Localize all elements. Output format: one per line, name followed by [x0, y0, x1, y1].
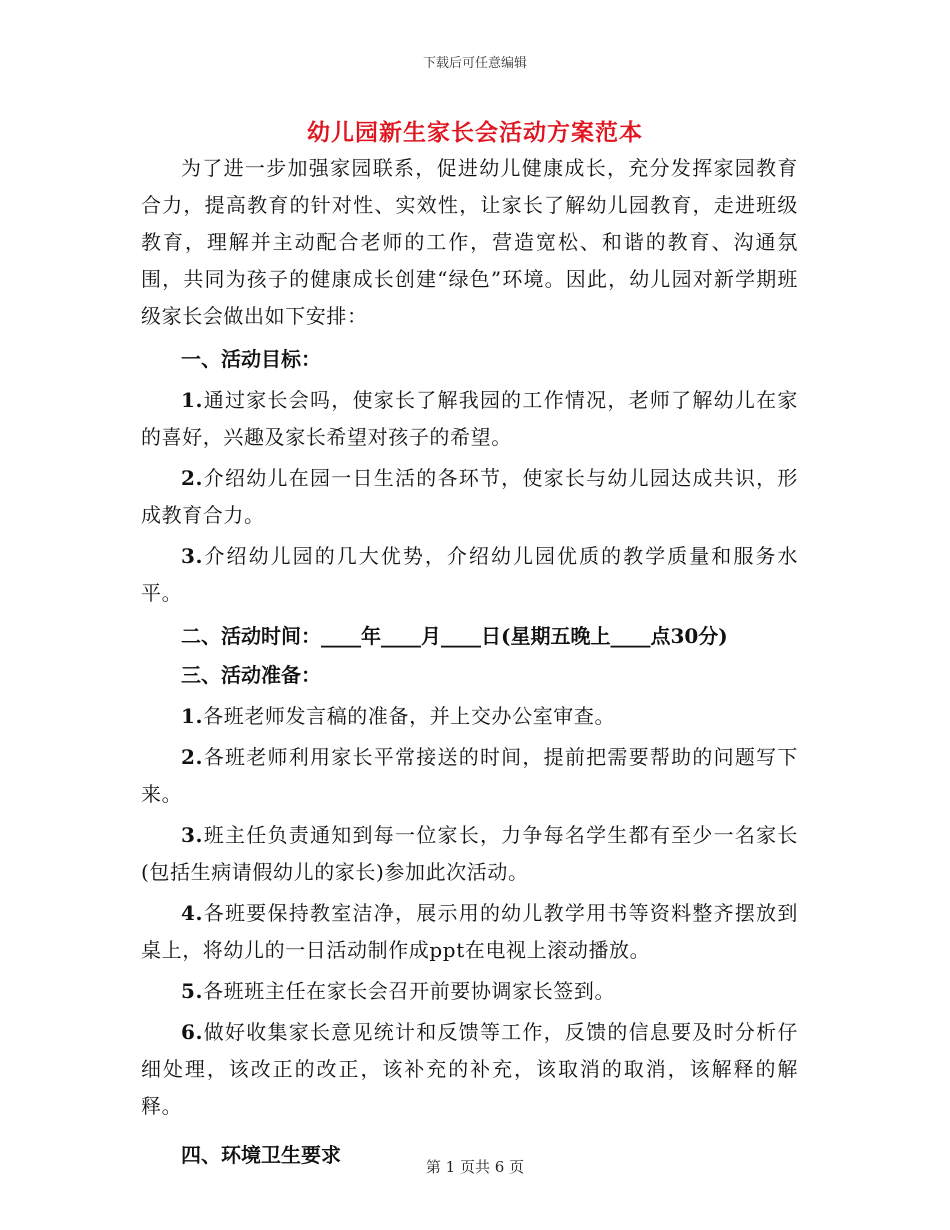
item-number: 2.	[181, 466, 204, 490]
section-heading-time: 二、活动时间：____年____月____日(星期五晚上____点30分)	[181, 624, 728, 648]
item-text: 通过家长会吗，使家长了解我园的工作情况，老师了解幼儿在家的喜好，兴趣及家长希望对孩子的希望。	[141, 388, 798, 449]
item-number: 5.	[181, 979, 204, 1003]
list-item	[141, 456, 798, 534]
document-body	[141, 150, 798, 1174]
section-heading-prep: 三、活动准备：	[181, 663, 321, 687]
item-number: 6.	[181, 1020, 204, 1044]
page-footer: 第 1 页共 6 页	[425, 1158, 525, 1176]
item-text: 班主任负责通知到每一位家长，力争每名学生都有至少一名家长(包括生病请假幼儿的家长)参加此次活动。	[141, 823, 798, 884]
item-text: 各班要保持教室洁净，展示用的幼儿教学用书等资料整齐摆放到桌上，将幼儿的一日活动制作成ppt在电视上滚动播放。	[141, 901, 798, 962]
section-heading-hygiene: 四、环境卫生要求	[181, 1143, 341, 1167]
list-item	[141, 813, 798, 891]
item-text: 做好收集家长意见统计和反馈等工作，反馈的信息要及时分析仔细处理，该改正的改正，该补充的补充，该取消的取消，该解释的解释。	[141, 1020, 798, 1118]
item-text: 各班班主任在家长会召开前要协调家长签到。	[203, 979, 616, 1003]
item-number: 1.	[181, 388, 204, 412]
item-number: 1.	[181, 704, 204, 728]
item-number: 3.	[181, 544, 204, 568]
item-text: 介绍幼儿园的几大优势，介绍幼儿园优质的教学质量和服务水平。	[141, 544, 798, 605]
list-item	[141, 378, 798, 456]
list-item	[141, 694, 798, 735]
item-text: 各班老师发言稿的准备，并上交办公室审查。	[203, 704, 616, 728]
header-note: 下载后可任意编辑	[422, 56, 527, 71]
page-title: 幼儿园新生家长会活动方案范本	[307, 119, 643, 146]
list-item	[141, 969, 798, 1010]
list-item	[141, 891, 798, 969]
item-text: 各班老师利用家长平常接送的时间，提前把需要帮助的问题写下来。	[141, 745, 798, 806]
list-item	[141, 1010, 798, 1125]
section-heading-goals: 一、活动目标：	[181, 347, 321, 371]
item-number: 4.	[181, 901, 204, 925]
item-number: 3.	[181, 823, 204, 847]
list-item	[141, 735, 798, 813]
item-text: 介绍幼儿在园一日生活的各环节，使家长与幼儿园达成共识，形成教育合力。	[141, 466, 798, 527]
item-number: 2.	[181, 745, 204, 769]
list-item	[141, 534, 798, 612]
intro-paragraph: 为了进一步加强家园联系，促进幼儿健康成长，充分发挥家园教育合力，提高教育的针对性、实效性，让家长了解幼儿园教育，走进班级教育，理解并主动配合老师的工作，营造宽松、和谐的教育、沟通氛围，共同为孩子的健康成长创建“绿色”环境。因此，幼儿园对新学期班级家长会做出如下安排：	[141, 156, 798, 328]
